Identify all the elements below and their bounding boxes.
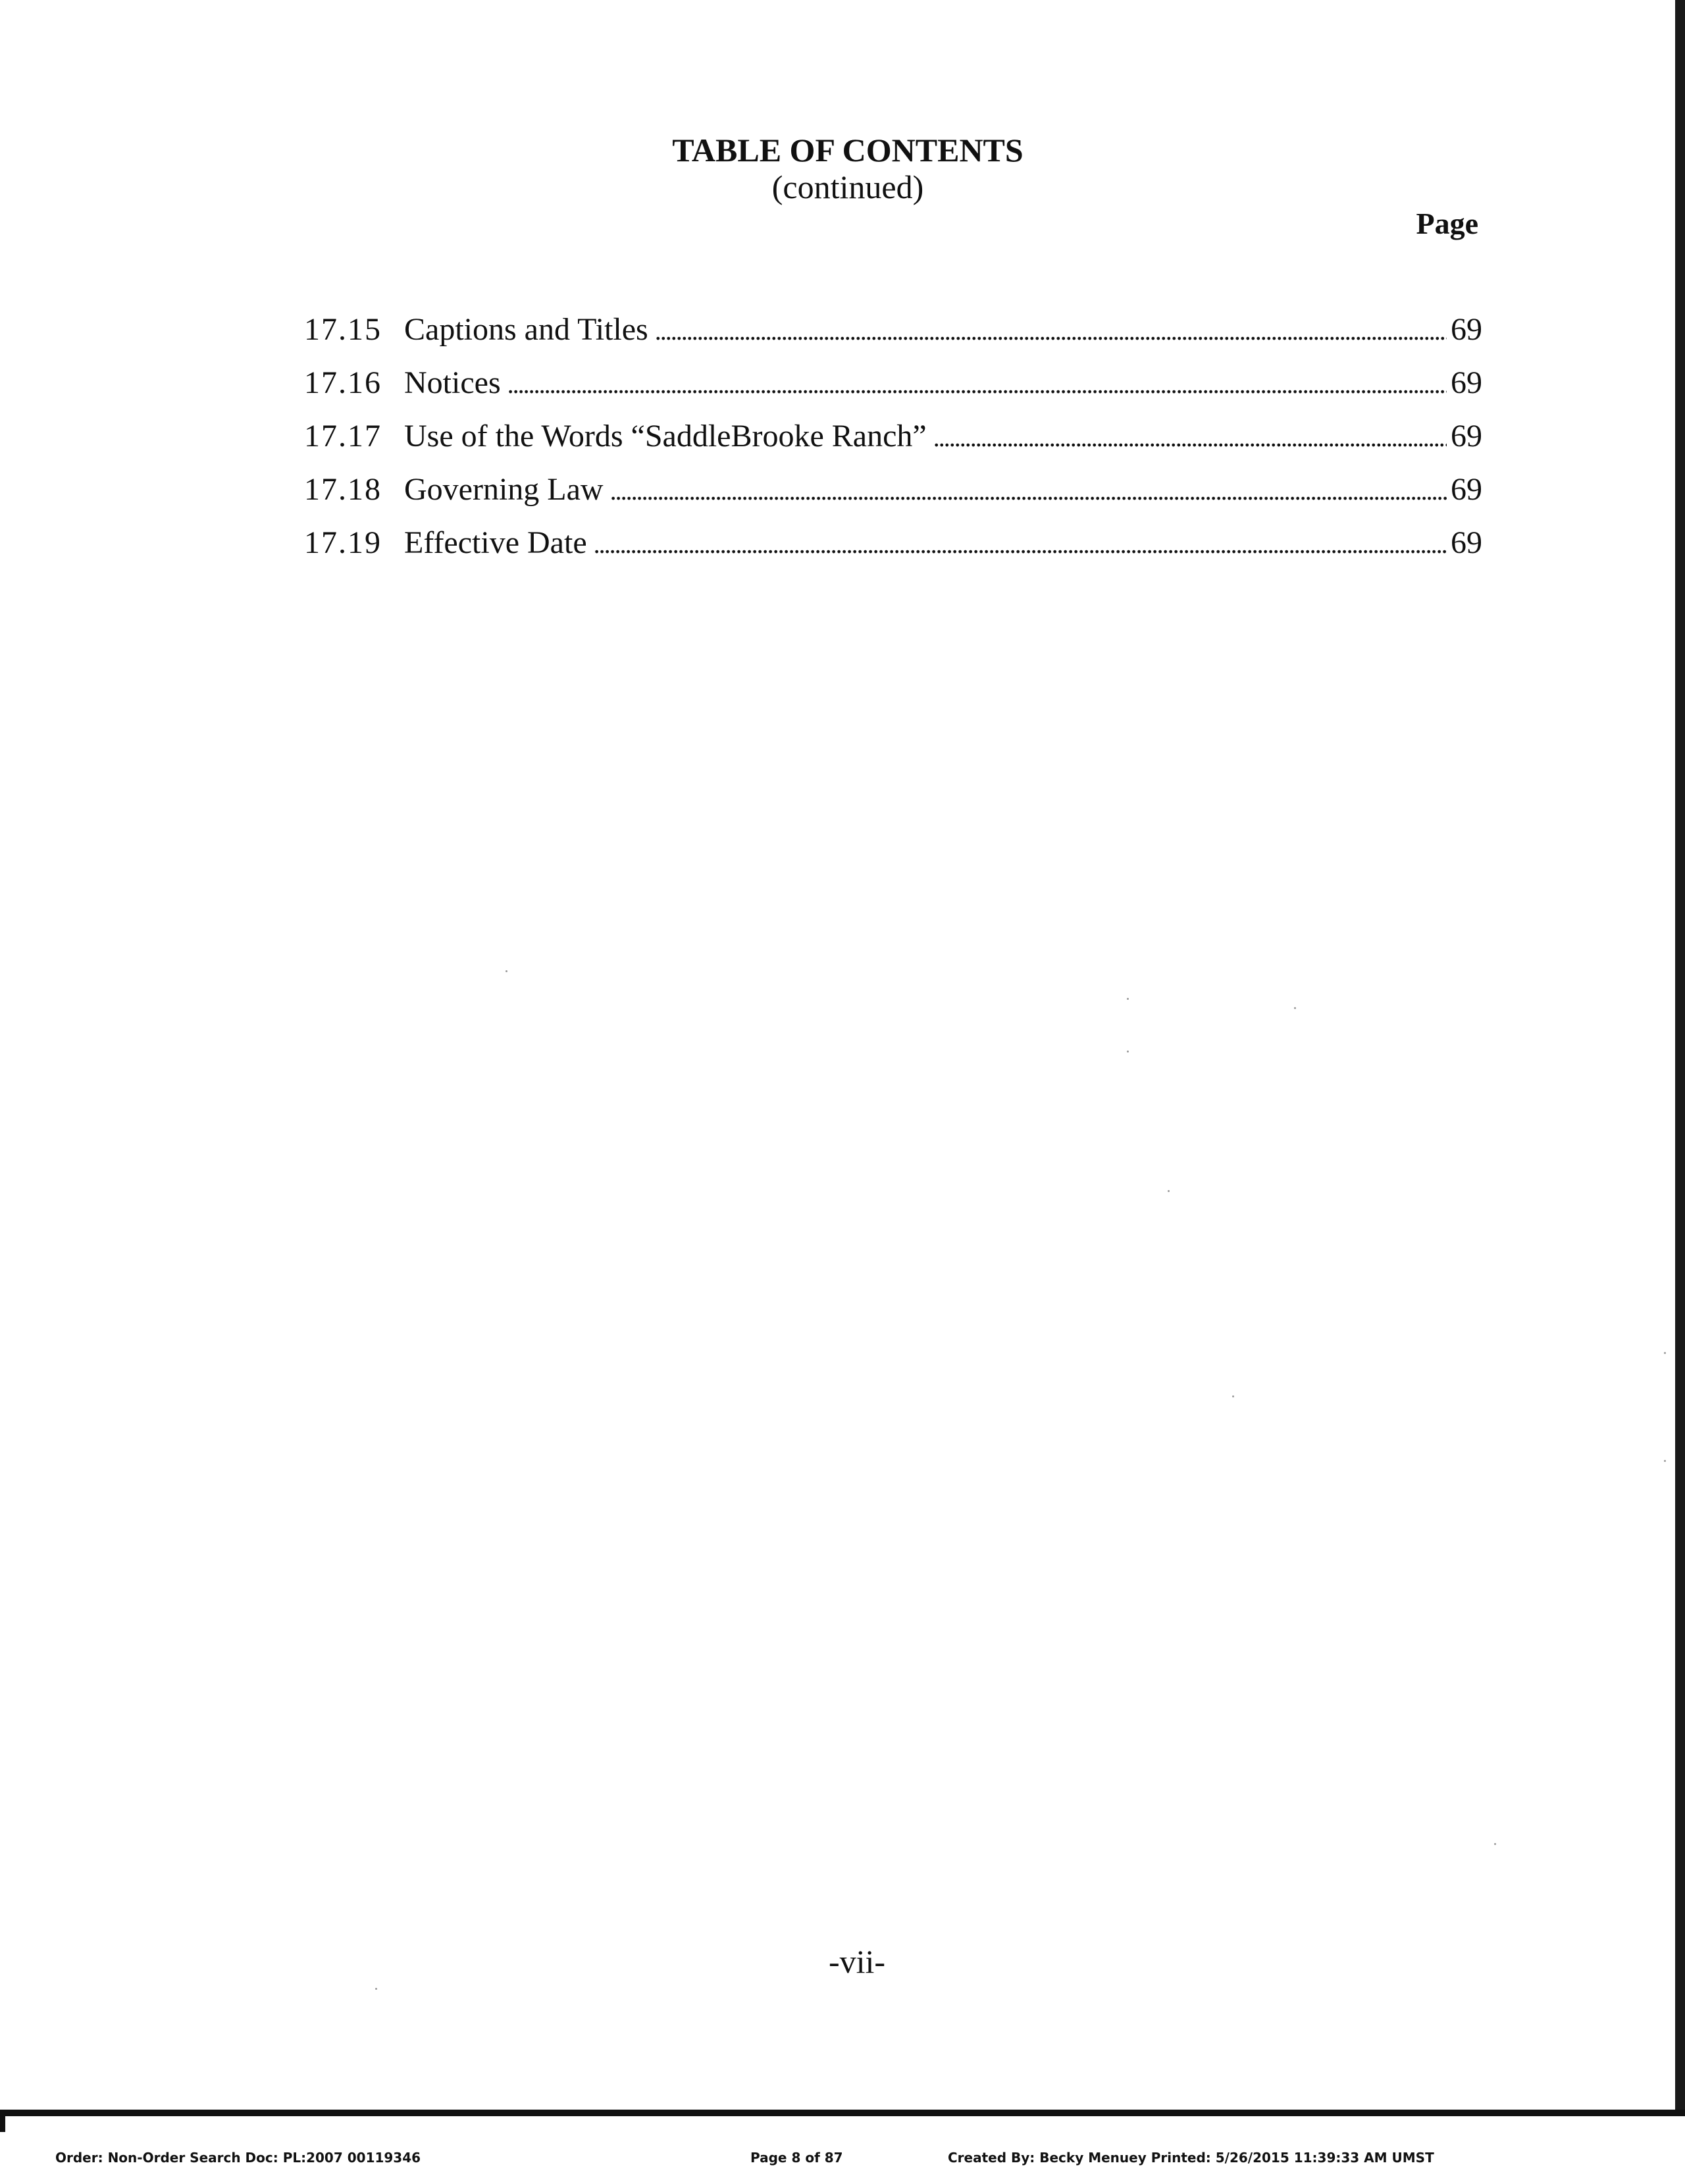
toc-entry-page: 69 (1451, 472, 1482, 507)
scan-speck (1294, 1007, 1296, 1009)
page-number: -vii- (828, 1943, 886, 1980)
scan-speck (1232, 1395, 1234, 1397)
dot-leader (594, 517, 1447, 571)
toc-entry-number: 17.15 (304, 312, 382, 347)
toc-entry-title: Use of the Words “SaddleBrooke Ranch” (404, 419, 927, 454)
toc-entry (304, 409, 1482, 463)
toc-entry-page: 69 (1451, 312, 1482, 347)
scan-speck (1127, 1051, 1129, 1053)
scan-speck (1168, 1190, 1170, 1192)
scan-speck (1664, 1352, 1666, 1354)
footer-order-info: Order: Non-Order Search Doc: PL:2007 00119346 (55, 2150, 421, 2166)
toc-entry-title: Captions and Titles (404, 312, 648, 347)
footer-margin-mark (0, 2116, 5, 2132)
dot-leader (507, 357, 1447, 411)
page-column-header: Page (1416, 207, 1478, 240)
footer-created-printed: Created By: Becky Menuey Printed: 5/26/2015 11:39:33 AM UMST (948, 2150, 1434, 2166)
scan-speck (375, 1988, 377, 1990)
toc-subtitle: (continued) (771, 169, 924, 205)
scan-speck (1664, 1460, 1666, 1462)
toc-title: TABLE OF CONTENTS (672, 132, 1024, 169)
scan-speck (1494, 1843, 1496, 1845)
dot-leader (610, 464, 1447, 517)
toc-entry-title: Notices (404, 365, 501, 400)
toc-entry-title: Effective Date (404, 525, 587, 560)
scan-speck (1127, 998, 1129, 1000)
footer-rule (0, 2110, 1685, 2116)
dot-leader (933, 411, 1447, 464)
scan-speck (506, 970, 507, 972)
toc-entry-number: 17.16 (304, 365, 382, 400)
scan-edge-border (1675, 0, 1685, 2113)
toc-entry-title: Governing Law (404, 472, 604, 507)
toc-entry-page: 69 (1451, 525, 1482, 560)
toc-entry (304, 303, 1482, 356)
toc-entry-number: 17.17 (304, 419, 382, 454)
toc-entry-page: 69 (1451, 419, 1482, 454)
toc-entry-number: 17.19 (304, 525, 382, 560)
toc-entry-page: 69 (1451, 365, 1482, 400)
footer-page-count: Page 8 of 87 (750, 2150, 843, 2166)
toc-entry (304, 516, 1482, 569)
toc-entry (304, 463, 1482, 516)
toc-list (304, 303, 1482, 569)
toc-entry-number: 17.18 (304, 472, 382, 507)
dot-leader (655, 304, 1447, 357)
toc-entry (304, 356, 1482, 409)
